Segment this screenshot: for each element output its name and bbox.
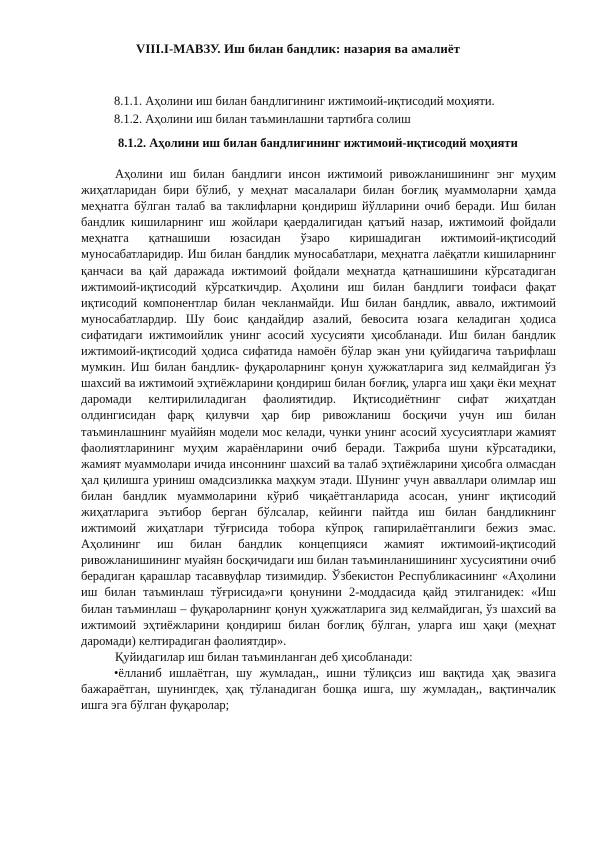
paragraph-main: Аҳолини иш билан бандлиги инсон ижтимоий ривожланишининг энг муҳим жиҳатларидан бири бўлиб, у меҳнат масалалари билан боғлиқ муаммоларни ҳамда меҳнатга бўлган талаб ва таклифларни қондириш йўлларини очиб беради. Иш билан бандлик кишиларнинг иш жойлари қаердалигидан қатъий назар, ижтимоий фойдали меҳнатга қатнашиши юзасидан ўзаро киришадиган ижтимоий-иқтисодий муносабатларидир. Иш билан бандлик муносабатлари, меҳнатга лаёқатли кишиларнинг қанчаси ва қай даражада ижтимоий фойдали меҳнатда қатнашишини кўрсатадиган ижтимоий-иқтисодий кўрсаткичдир. Аҳолини иш билан бандлиги тоифаси фақат иқтисодий компонентлар билан чекланмайди. Иш билан бандлик, аввало, ижтимоий муносабатлардир. Шу боис қандайдир азалий, бевосита юзага келадиган ҳодиса сифатидаги ижтимоийлик унинг асосий хусусияти ҳисобланади. Иш билан бандлик ижтимоий-иқтисодий ҳодиса сифатида намоён бўлар экан уни қуйидагича таърифлаш мумкин. Иш билан бандлик- фуқароларнинг қонун ҳужжатларига зид келмайдиган ўз шахсий ва ижтимоий эҳтиёжларини қондириш билан боғлиқ, уларга иш ҳақи ёки меҳнат даромади келтирилиладиган фаолиятидир. Иқтисодиётнинг сифат жиҳатдан олдингисидан фарқ қилувчи ҳар бир ривожланиш босқичи учун иш билан таъминлашнинг муаййян модели мос келади, чунки унинг асосий хусусиятлари жамият фаолиятларининг муҳим жараёнларини очиб беради. Тажриба шуни кўрсатадики, жамият муаммолари ичида инсоннинг шахсий ва талаб эҳтиёжларини ҳисобга олмасдан ҳал қилишга уриниш омадсизликка маҳкум этади. Шунинг учун авваллари олимлар иш билан бандлик муаммоларини кўриб чиқаётганларида асосан, унинг иқтисодий жиҳатларига эътибор берган бўлсалар, кейинги пайтда иш билан бандликнинг ижтимоий жиҳатлари тўғрисида тобора кўпроқ гапирилаётганлиги бежиз эмас. Аҳолининг иш билан бандлик концепцияси жамият ижтимоий-иқтисодий ривожланишининг муайян босқичидаги иш билан таъминланишининг хусусиятини очиб берадиган қарашлар тасаввуфлар тизимидир. Ўзбекистон Республикасининг «Аҳолини иш билан таъминлаш тўғрисида»ги қонунини 2-моддасида қайд этилганидек: «Иш билан таъминлаш – фуқароларнинг қонун ҳужжатларига зид келмайдиган, ўз шахсий ва ижтимоий эҳтиёжларини қондириш билан боғлиқ бўлган, уларга иш ҳақи (меҳнат даромади) келтирадиган фаолиятдир». (81, 167, 556, 648)
list-item: •ёлланиб ишлаётган, шу жумладан,, ишни тўлиқсиз иш вақтида ҳақ эвазига бажараётган, шунингдек, ҳақ тўланадиган бошқа ишга, шу жумладан,, вақтинчалик ишга эга бўлган фуқаролар; (81, 665, 556, 713)
toc-item-2: 8.1.2. Аҳолини иш билан таъминлашни тартибга солиш (114, 112, 411, 126)
body-text (81, 166, 556, 713)
section-heading: 8.1.2. Аҳолини иш билан бандлигининг ижтимоий-иқтисодий моҳияти (118, 136, 518, 150)
toc-item-1: 8.1.1. Аҳолини иш билан бандлигининг ижтимоий-иқтисодий моҳияти. (114, 94, 495, 108)
page-title: VIII.I-МАВЗУ. Иш билан бандлик: назария ва амалиёт (135, 42, 460, 56)
paragraph-list-intro: Қуйидагилар иш билан таъминланган деб ҳисобланади: (115, 649, 413, 664)
